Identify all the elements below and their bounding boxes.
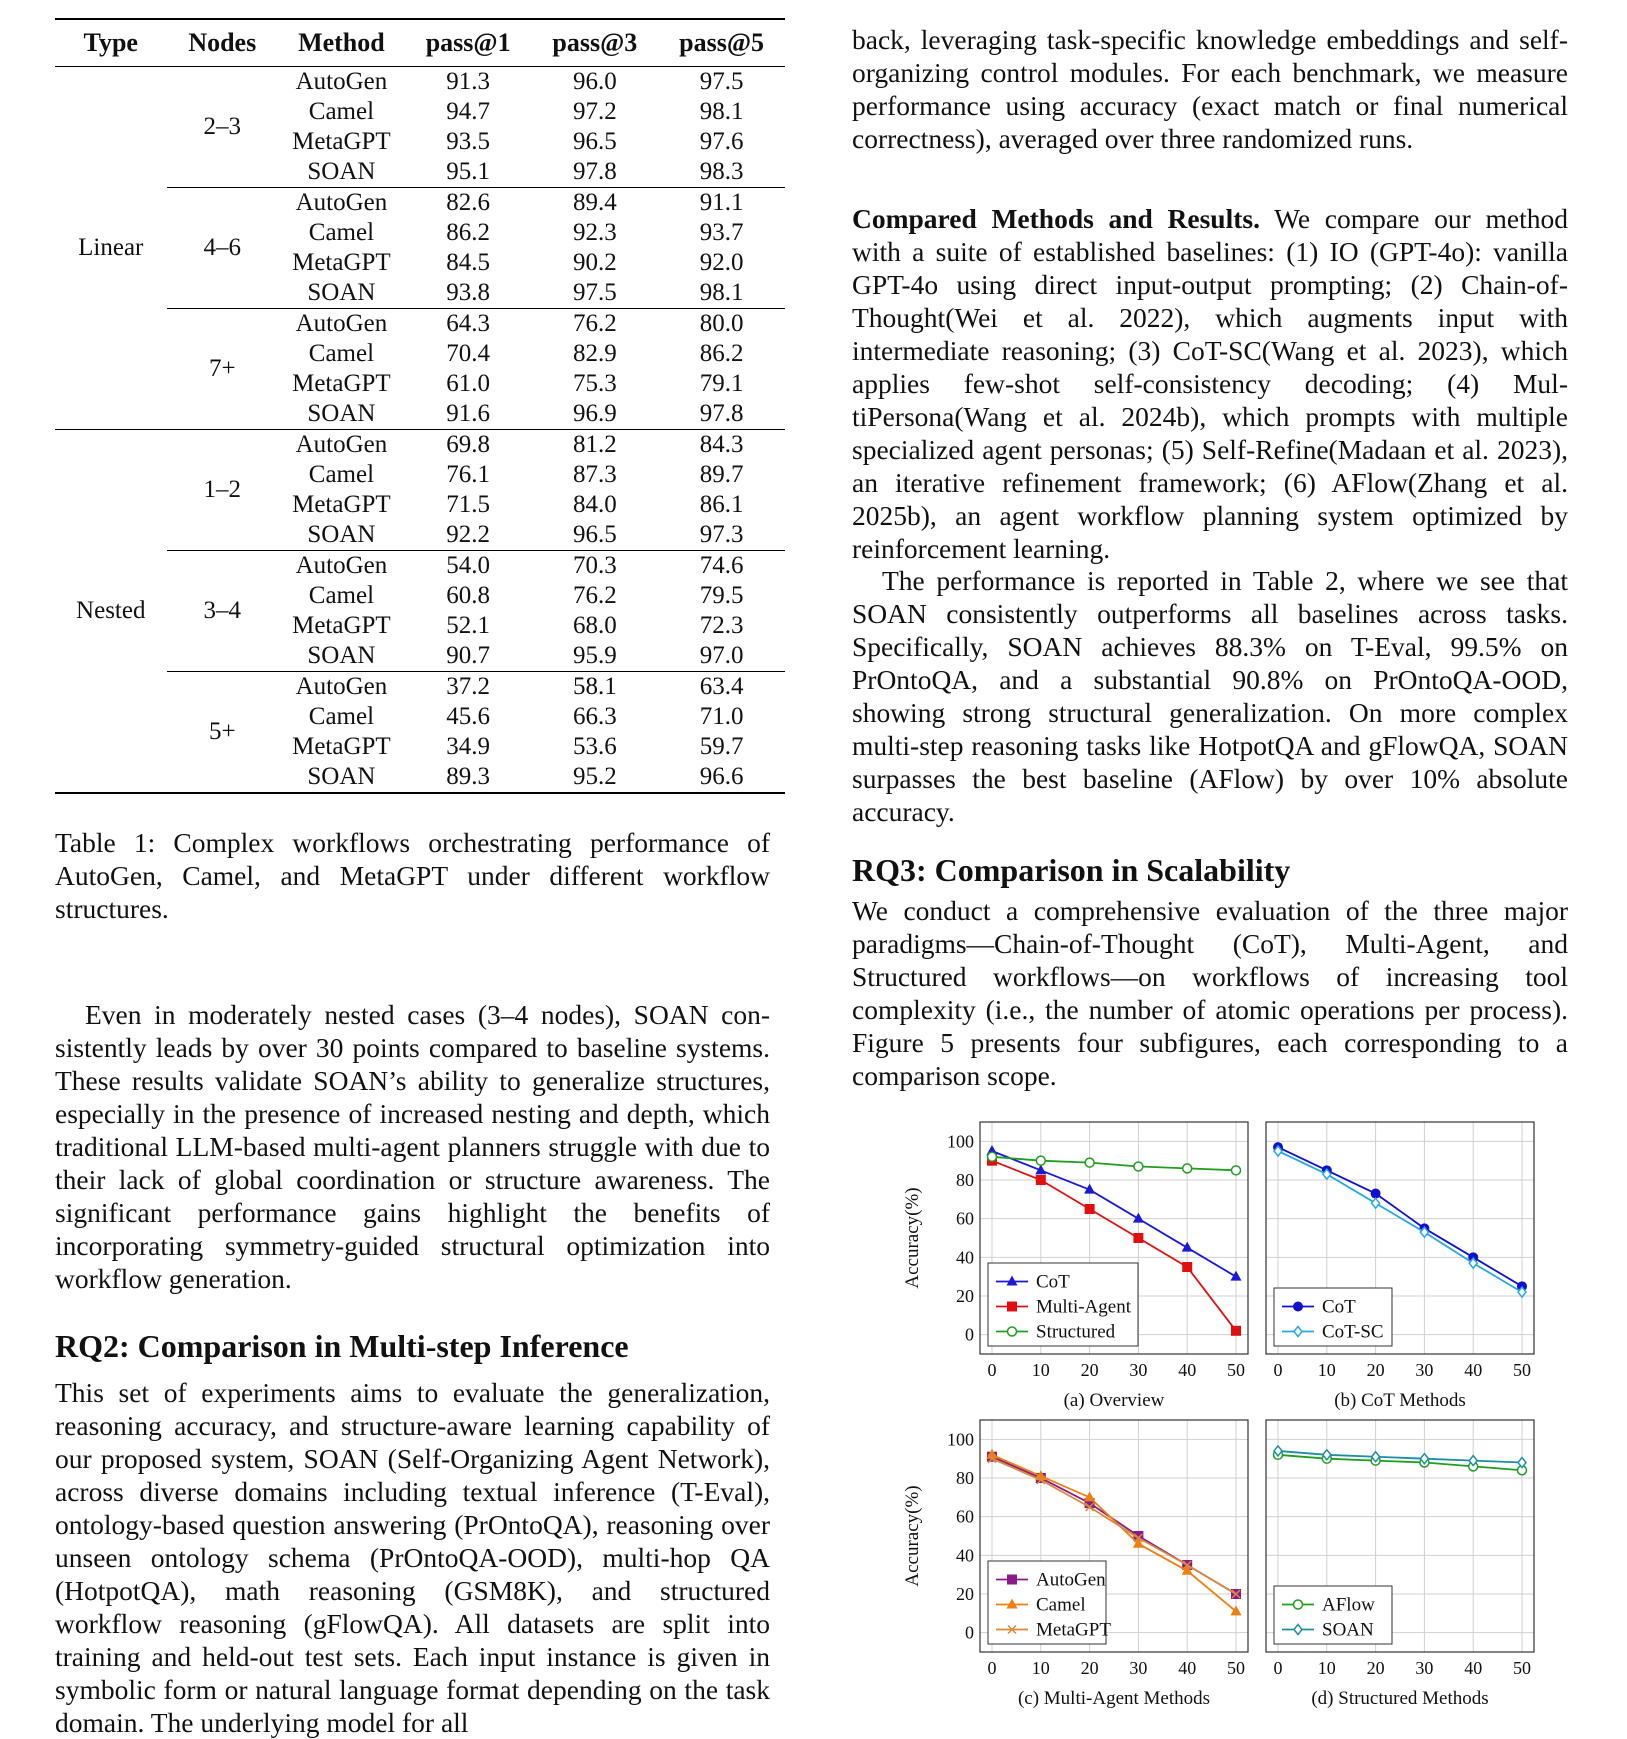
y-tick-label: 0 <box>965 1324 974 1345</box>
score-cell: 37.2 <box>405 672 532 703</box>
data-point <box>1133 1233 1143 1243</box>
series-line <box>1278 1151 1522 1292</box>
right-paragraph-4: We conduct a comprehensive evaluation of the three major paradigms—Chain-of-Thought (CoT), Multi-Agent, and Structured workflows—on workflows of increasing tool complexity (i.e., the number of atomic operations per process). Figure 5 presents four subfigures, each corresponding to a comparison scope. <box>852 895 1568 1091</box>
score-cell: 90.2 <box>572 249 617 276</box>
score-cell: 90.7 <box>446 642 490 669</box>
y-tick-label: 0 <box>965 1622 974 1643</box>
score-cell: 98.1 <box>699 98 744 125</box>
method-cell: AutoGen <box>278 551 405 582</box>
x-tick-label: 0 <box>987 1658 997 1678</box>
compared-text: We compare our method with a suite of established baselines: (1) IO (GPT-4o): vanilla GPT-4o using direct input-output prompting; (2) Chain-of-Thought(Wei et al. 2022), which augments input with intermediate reasoning; (3) CoT-SC(Wang et al. 2023), which applies few-shot self-consistency decoding; (4) MultiPersona(Wang et al. 2024b), which prompts with multiple specialized agent personas; (5) Self-Refine(Madaan et al. 2023), an iterative refinement framework; (6) AFlow(Zhang et al. 2025b), an agent workflow planning system optimized by reinforcement learning. <box>852 203 1568 564</box>
method-cell: SOAN <box>307 279 376 306</box>
type-cell: Nested <box>55 430 167 794</box>
legend-marker <box>1293 1302 1303 1312</box>
x-tick-label: 40 <box>1464 1658 1483 1678</box>
score-cell: 97.5 <box>572 279 617 306</box>
x-tick-label: 30 <box>1415 1360 1434 1380</box>
method-cell: MetaGPT <box>292 370 391 397</box>
score-cell: 76.2 <box>572 582 617 609</box>
score-cell: 92.0 <box>699 249 744 276</box>
score-cell: 93.8 <box>446 279 490 306</box>
y-tick-label: 40 <box>956 1247 974 1268</box>
score-cell: 97.0 <box>699 642 744 669</box>
score-cell: 91.3 <box>446 68 490 95</box>
right-paragraph-1: back, leveraging task-specific knowledge embeddings and self-organizing control modules. For each benchmark, we measure performance using accuracy (exact match or final numerical correctness), averaged over three randomized runs. <box>852 24 1568 154</box>
method-cell: AutoGen <box>278 188 405 219</box>
method-cell: MetaGPT <box>292 249 391 276</box>
x-tick-label: 10 <box>1031 1658 1050 1678</box>
x-tick-label: 50 <box>1513 1658 1531 1678</box>
data-point <box>1232 1166 1241 1175</box>
score-cell: 84.0 <box>572 491 617 518</box>
data-point <box>1085 1204 1095 1214</box>
data-point <box>1231 1271 1242 1281</box>
score-cell: 91.1 <box>658 188 785 219</box>
nodes-cell: 2–3 <box>203 113 242 140</box>
x-tick-label: 50 <box>1227 1360 1245 1380</box>
left-paragraph-2: This set of experiments aims to evaluate the generalization, reasoning accuracy, and structure-aware learning capability of our proposed system, SOAN (Self-Organizing Agent Network), across diverse domains including textual inference (T-Eval), ontology-based question answering (PrOntoQA), reasoning over unseen ontology schema (PrOntoQA-OOD), multi-hop QA (HotpotQA), math reasoning (GSM8K), and structured workflow reasoning (gFlowQA). All datasets are split into training and held-out test sets. Each input instance is given in symbolic form or natural language format depending on the task domain. The underlying model for all <box>55 1377 770 1738</box>
y-axis-label: Accuracy(%) <box>902 1187 923 1289</box>
score-cell: 92.3 <box>572 219 617 246</box>
y-axis-label: Accuracy(%) <box>902 1485 923 1587</box>
score-cell: 53.6 <box>572 733 617 760</box>
score-cell: 84.3 <box>699 431 744 458</box>
score-cell: 80.0 <box>658 309 785 340</box>
x-tick-label: 40 <box>1178 1658 1197 1678</box>
y-tick-label: 100 <box>947 1131 974 1152</box>
score-cell: 71.0 <box>699 703 744 730</box>
x-tick-label: 50 <box>1513 1360 1531 1380</box>
data-point <box>1372 1198 1380 1208</box>
score-cell: 86.2 <box>446 219 490 246</box>
y-tick-label: 60 <box>956 1506 974 1527</box>
legend-label: CoT <box>1322 1296 1356 1318</box>
table-row <box>55 67 785 98</box>
score-cell: 81.2 <box>572 431 617 458</box>
table-header-row <box>55 19 785 67</box>
x-tick-label: 10 <box>1031 1360 1050 1380</box>
method-cell: MetaGPT <box>292 612 391 639</box>
score-cell: 82.9 <box>572 340 617 367</box>
chart-title: (c) Multi-Agent Methods <box>1017 1688 1211 1709</box>
chart-title: (b) CoT Methods <box>1334 1390 1466 1411</box>
y-tick-label: 80 <box>956 1170 974 1190</box>
method-cell: AutoGen <box>295 431 388 458</box>
table-header-cell: Nodes <box>188 28 257 57</box>
method-cell: Camel <box>308 219 375 246</box>
compared-heading: Compared Methods and Results. <box>852 203 1260 234</box>
table-header-cell: Type <box>83 28 138 57</box>
nodes-cell: 7+ <box>167 309 279 430</box>
score-cell: 70.3 <box>532 551 659 582</box>
legend-label: CoT-SC <box>1322 1321 1384 1343</box>
data-point <box>1134 1162 1143 1171</box>
method-cell: Camel <box>308 98 375 125</box>
score-cell: 95.2 <box>532 762 659 793</box>
table-caption: Table 1: Complex workflows orchestrating performance of AutoGen, Camel, and MetaGPT under different workflow structures. <box>55 827 770 924</box>
x-tick-label: 10 <box>1317 1658 1336 1678</box>
x-tick-label: 30 <box>1129 1658 1148 1678</box>
legend-marker <box>1008 1327 1017 1336</box>
legend-marker <box>1007 1302 1017 1312</box>
results-table <box>55 18 785 794</box>
score-cell: 86.2 <box>699 340 744 367</box>
table-header-cell: pass@5 <box>679 28 765 57</box>
x-tick-label: 20 <box>1366 1658 1385 1678</box>
method-cell: SOAN <box>278 762 405 793</box>
score-cell: 89.4 <box>532 188 659 219</box>
right-paragraph-3: The performance is reported in Table 2, where we see that SOAN consistently outperforms all baselines across tasks. Specifically, SOAN achieves 88.3% on T-Eval, 99.5% on PrOntoQA, and a substantial 90.8% on PrOntoQA-OOD, showing strong structural generalization. On more complex multi-step reasoning tasks like HotpotQA and gFlowQA, SOAN surpasses the best baseline (AFlow) by over 10% absolute accuracy. <box>852 565 1568 827</box>
data-point <box>1036 1175 1046 1185</box>
legend-label: CoT <box>1036 1271 1070 1293</box>
score-cell: 91.6 <box>446 400 490 427</box>
method-cell: SOAN <box>307 642 376 669</box>
score-cell: 61.0 <box>446 370 490 397</box>
x-tick-label: 20 <box>1080 1658 1099 1678</box>
x-tick-label: 10 <box>1317 1360 1336 1380</box>
nodes-cell: 3–4 <box>167 551 279 672</box>
score-cell: 76.1 <box>446 461 490 488</box>
x-tick-label: 50 <box>1227 1658 1245 1678</box>
score-cell: 95.9 <box>572 642 617 669</box>
table-header-cell: Method <box>298 28 385 57</box>
score-cell: 69.8 <box>446 431 490 458</box>
nodes-cell: 1–2 <box>203 476 242 503</box>
table-row <box>55 430 785 461</box>
score-cell: 98.1 <box>699 279 744 306</box>
data-point <box>1231 1605 1242 1615</box>
score-cell: 97.8 <box>699 400 744 427</box>
method-cell: MetaGPT <box>292 733 391 760</box>
y-tick-label: 100 <box>947 1429 974 1450</box>
method-cell: SOAN <box>307 400 376 427</box>
score-cell: 63.4 <box>658 672 785 703</box>
score-cell: 97.8 <box>572 158 617 185</box>
data-point <box>1182 1242 1193 1252</box>
score-cell: 92.2 <box>446 521 490 548</box>
score-cell: 97.3 <box>699 521 744 548</box>
method-cell: AutoGen <box>278 309 405 340</box>
score-cell: 93.5 <box>446 128 490 155</box>
method-cell: Camel <box>308 582 375 609</box>
legend-label: Multi-Agent <box>1036 1296 1131 1318</box>
legend-label: MetaGPT <box>1036 1619 1111 1641</box>
score-cell: 76.2 <box>532 309 659 340</box>
score-cell: 34.9 <box>446 733 490 760</box>
type-cell: Linear <box>78 234 144 261</box>
legend-label: AFlow <box>1322 1594 1375 1616</box>
method-cell: MetaGPT <box>292 128 391 155</box>
legend-label: SOAN <box>1322 1619 1374 1641</box>
score-cell: 72.3 <box>699 612 744 639</box>
y-tick-label: 80 <box>956 1468 974 1488</box>
score-cell: 52.1 <box>446 612 490 639</box>
method-cell: MetaGPT <box>292 491 391 518</box>
score-cell: 95.1 <box>446 158 490 185</box>
method-cell: Camel <box>308 340 375 367</box>
data-point <box>1085 1158 1094 1167</box>
score-cell: 82.6 <box>405 188 532 219</box>
score-cell: 96.5 <box>572 521 617 548</box>
method-cell: SOAN <box>307 521 376 548</box>
x-tick-label: 20 <box>1366 1360 1385 1380</box>
y-tick-label: 20 <box>956 1584 974 1604</box>
method-cell: AutoGen <box>295 68 388 95</box>
score-cell: 75.3 <box>572 370 617 397</box>
score-cell: 60.8 <box>446 582 490 609</box>
data-point <box>1183 1164 1192 1173</box>
x-tick-label: 40 <box>1178 1360 1197 1380</box>
legend-marker <box>1294 1600 1303 1609</box>
score-cell: 74.6 <box>658 551 785 582</box>
score-cell: 93.7 <box>699 219 744 246</box>
table-header-cell: pass@1 <box>425 28 511 57</box>
data-point <box>1133 1213 1144 1223</box>
data-point <box>988 1152 997 1161</box>
score-cell: 94.7 <box>446 98 490 125</box>
series-line <box>992 1157 1236 1171</box>
x-tick-label: 20 <box>1080 1360 1099 1380</box>
score-cell: 64.3 <box>405 309 532 340</box>
legend-label: Structured <box>1036 1321 1116 1343</box>
score-cell: 87.3 <box>572 461 617 488</box>
score-cell: 54.0 <box>405 551 532 582</box>
legend-marker <box>1007 1575 1017 1585</box>
score-cell: 70.4 <box>446 340 490 367</box>
method-cell: Camel <box>308 461 375 488</box>
data-point <box>1231 1326 1241 1336</box>
x-tick-label: 30 <box>1415 1658 1434 1678</box>
score-cell: 96.5 <box>572 128 617 155</box>
x-tick-label: 0 <box>1273 1360 1283 1380</box>
score-cell: 98.3 <box>699 158 744 185</box>
rq2-heading: RQ2: Comparison in Multi-step Inference <box>55 1328 629 1364</box>
nodes-cell: 4–6 <box>167 188 279 309</box>
data-point <box>1182 1262 1192 1272</box>
score-cell: 86.1 <box>699 491 744 518</box>
score-cell: 58.1 <box>532 672 659 703</box>
x-tick-label: 0 <box>1273 1658 1283 1678</box>
score-cell: 96.6 <box>658 762 785 793</box>
score-cell: 68.0 <box>572 612 617 639</box>
x-tick-label: 40 <box>1464 1360 1483 1380</box>
score-cell: 45.6 <box>446 703 490 730</box>
score-cell: 97.5 <box>699 68 744 95</box>
y-tick-label: 20 <box>956 1286 974 1306</box>
score-cell: 66.3 <box>572 703 617 730</box>
chart-title: (a) Overview <box>1063 1390 1165 1411</box>
score-cell: 79.5 <box>699 582 744 609</box>
compared-paragraph <box>852 202 1568 565</box>
data-point <box>1036 1156 1045 1165</box>
legend-label: Camel <box>1036 1594 1086 1616</box>
x-tick-label: 0 <box>987 1360 997 1380</box>
score-cell: 79.1 <box>699 370 744 397</box>
y-tick-label: 60 <box>956 1208 974 1229</box>
figure-5 <box>880 1110 1560 1710</box>
nodes-cell: 5+ <box>167 672 279 794</box>
rq3-heading: RQ3: Comparison in Scalability <box>852 852 1291 888</box>
legend-label: AutoGen <box>1036 1569 1106 1591</box>
method-cell: AutoGen <box>278 672 405 703</box>
score-cell: 84.5 <box>446 249 490 276</box>
score-cell: 96.9 <box>572 400 617 427</box>
score-cell: 89.7 <box>699 461 744 488</box>
method-cell: SOAN <box>307 158 376 185</box>
score-cell: 96.0 <box>572 68 617 95</box>
table-header-cell: pass@3 <box>552 28 638 57</box>
score-cell: 71.5 <box>446 491 490 518</box>
x-tick-label: 30 <box>1129 1360 1148 1380</box>
score-cell: 59.7 <box>699 733 744 760</box>
left-paragraph-1: Even in moderately nested cases (3–4 nodes), SOAN consistently leads by over 30 points compared to baseline systems. These results validate SOAN’s ability to generalize structures, especially in the presence of increased nesting and depth, which traditional LLM-based multi-agent planners struggle with due to their lack of global coordination or structure awareness. The significant performance gains highlight the benefits of incorporating symmetry-guided structural optimization into workflow generation. <box>55 999 770 1294</box>
chart-title: (d) Structured Methods <box>1311 1688 1489 1709</box>
score-cell: 89.3 <box>405 762 532 793</box>
score-cell: 97.6 <box>699 128 744 155</box>
y-tick-label: 40 <box>956 1545 974 1566</box>
score-cell: 97.2 <box>572 98 617 125</box>
method-cell: Camel <box>308 703 375 730</box>
